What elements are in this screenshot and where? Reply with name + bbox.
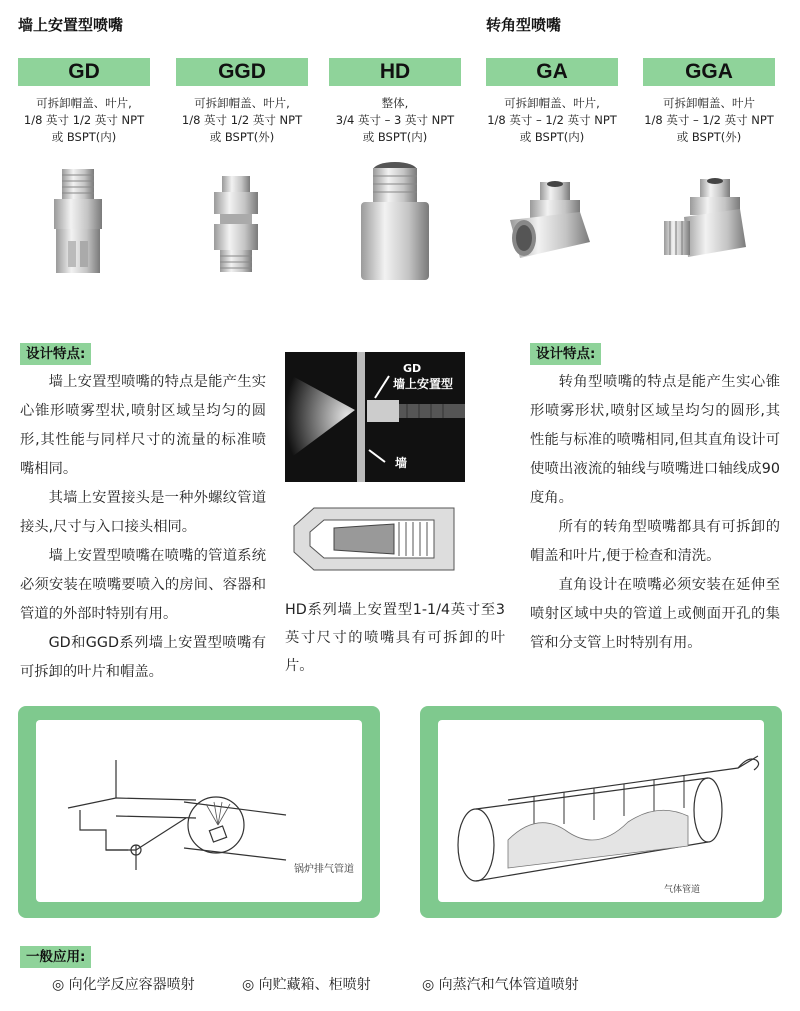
product-tab-gd: GD <box>18 58 150 86</box>
design-features-badge-right: 设计特点: <box>530 343 601 365</box>
paragraph: GD和GGD系列墙上安置型喷嘴有可拆卸的叶片和帽盖。 <box>20 635 266 680</box>
desc-line: 可拆卸帽盖、叶片, <box>36 96 132 110</box>
section-title-right-angle: 转角型喷嘴 <box>486 16 562 34</box>
hd-caption: HD系列墙上安置型1-1/4英寸至3英寸尺寸的喷嘴具有可拆卸的叶片。 <box>285 602 505 674</box>
product-desc-ggd <box>172 95 312 146</box>
desc-line: 1/8 英寸 – 1/2 英寸 NPT <box>644 113 774 127</box>
ga-nozzle-image <box>500 178 600 268</box>
boiler-exhaust-caption: 锅炉排气管道 <box>294 864 354 875</box>
desc-line: 可拆卸帽盖、叶片, <box>504 96 600 110</box>
paragraph: 直角设计在喷嘴必须安装在延伸至喷射区域中央的管道上或侧面开孔的集管和分支管上时特别有用。 <box>530 577 780 651</box>
application-item: ◎ 向贮藏箱、柜喷射 <box>242 977 371 993</box>
ggd-nozzle-image <box>208 172 264 277</box>
product-desc-gga <box>639 95 779 146</box>
desc-line: 或 BSPT(内) <box>51 130 117 144</box>
product-tab-ga: GA <box>486 58 618 86</box>
boiler-exhaust-drawing <box>36 720 362 902</box>
desc-line: 或 BSPT(内) <box>362 130 428 144</box>
desc-line: 1/8 英寸 1/2 英寸 NPT <box>23 113 145 127</box>
gas-duct-caption: 气体管道 <box>664 885 701 895</box>
desc-line: 或 BSPT(内) <box>519 130 585 144</box>
boiler-exhaust-diagram-panel <box>18 706 380 918</box>
product-tab-gga: GGA <box>643 58 775 86</box>
application-item: ◎ 向化学反应容器喷射 <box>52 977 195 993</box>
design-features-left-text <box>20 368 266 687</box>
paragraph: 墙上安置型喷嘴的特点是能产生实心锥形喷雾型状,喷射区域呈均匀的圆形,其性能与同样尺寸的流量的标准喷嘴相同。 <box>20 374 266 477</box>
hd-nozzle-image <box>355 158 435 288</box>
design-features-right-text <box>530 368 780 658</box>
gas-duct-diagram <box>438 720 764 902</box>
paragraph: 墙上安置型喷嘴在喷嘴的管道系统必须安装在喷嘴要喷入的房间、容器和管道的外部时特别有用。 <box>20 548 266 622</box>
photo-label-wall: 墙 <box>395 456 408 470</box>
photo-label-gd: GD <box>403 362 422 375</box>
paragraph: 其墙上安置接头是一种外螺纹管道接头,尺寸与入口接头相同。 <box>20 490 266 535</box>
gas-duct-diagram-panel <box>420 706 782 918</box>
product-desc-gd <box>14 95 154 146</box>
paragraph: 所有的转角型喷嘴都具有可拆卸的帽盖和叶片,便于检查和清洗。 <box>530 519 780 564</box>
section-title-wall-mount: 墙上安置型喷嘴 <box>18 16 124 34</box>
wall-mount-installation-photo <box>285 352 465 482</box>
paragraph: 转角型喷嘴的特点是能产生实心锥形喷雾形状,喷射区域呈均匀的圆形,其性能与标准的喷嘴相同,但其直角设计可使喷出液流的轴线与喷嘴进口轴线成90度角。 <box>530 374 780 506</box>
desc-line: 或 BSPT(外) <box>209 130 275 144</box>
gas-duct-drawing <box>438 720 764 902</box>
application-item: ◎ 向蒸汽和气体管道喷射 <box>422 977 579 993</box>
gga-nozzle-image <box>660 175 750 270</box>
desc-line: 1/8 英寸 1/2 英寸 NPT <box>181 113 303 127</box>
desc-line: 3/4 英寸 – 3 英寸 NPT <box>335 113 455 127</box>
gd-nozzle-image <box>48 165 108 285</box>
product-tab-ggd: GGD <box>176 58 308 86</box>
desc-line: 可拆卸帽盖、叶片, <box>194 96 290 110</box>
photo-label-wall-mount: 墙上安置型 <box>393 377 454 391</box>
hd-cutaway-drawing <box>284 498 464 580</box>
desc-line: 1/8 英寸 – 1/2 英寸 NPT <box>487 113 617 127</box>
desc-line: 可拆卸帽盖、叶片 <box>663 96 755 110</box>
boiler-exhaust-diagram <box>36 720 362 902</box>
desc-line: 或 BSPT(外) <box>676 130 742 144</box>
desc-line: 整体, <box>381 96 409 110</box>
product-desc-hd <box>325 95 465 146</box>
product-desc-ga <box>482 95 622 146</box>
general-applications-badge: 一般应用: <box>20 946 91 968</box>
product-tab-hd: HD <box>329 58 461 86</box>
design-features-badge-left: 设计特点: <box>20 343 91 365</box>
